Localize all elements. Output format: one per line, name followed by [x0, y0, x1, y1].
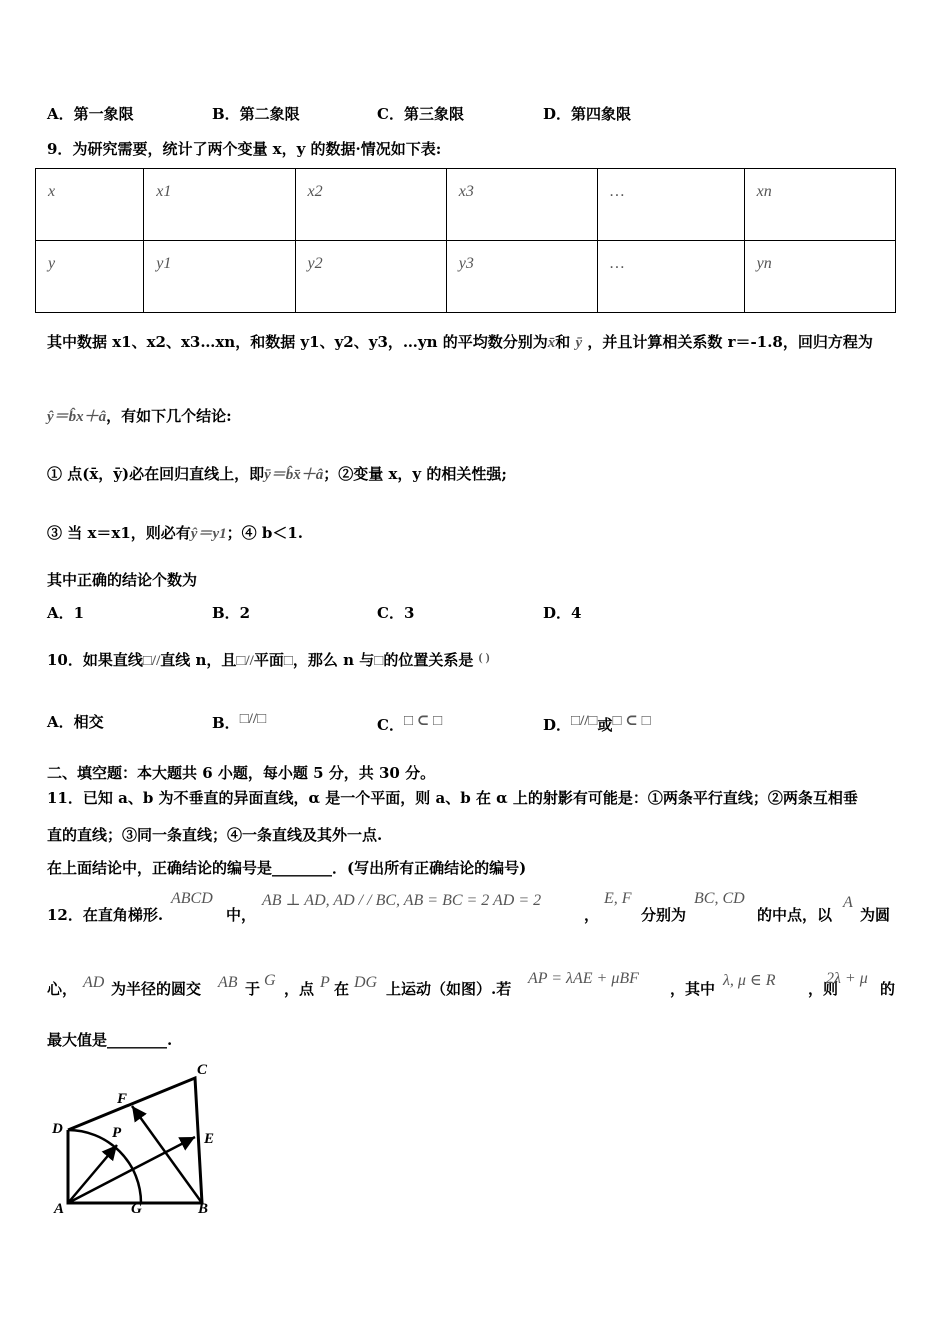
q8-option-a: A．第一象限 [47, 105, 134, 123]
q8-option-d: D．第四象限 [543, 105, 632, 123]
q12-t6: 上运动（如图）.若 [386, 980, 512, 998]
q12-s5: 的中点，以 [757, 906, 833, 924]
q11-line1: 11．已知 a、b 为不垂直的异面直线，α 是一个平面，则 a、b 在 α 上的射影有可能是：①两条平行直线；②两条互相垂 [47, 789, 858, 807]
q12-s1: 12．在直角梯形. [47, 906, 164, 924]
q12-s4: 分别为 [641, 906, 687, 924]
q9-line2: ŷ＝b̂x＋â，有如下几个结论: [47, 407, 232, 425]
q12-t4: ，点 [284, 980, 315, 998]
vector-ae [68, 1137, 195, 1203]
q12-t2: 为半径的圆交 [111, 980, 202, 998]
trapezoid-figure [40, 1055, 230, 1225]
q12-m10: DG [354, 974, 378, 991]
q10-option-a: A．相交 [47, 713, 104, 731]
table-row [36, 169, 896, 241]
q10-option-d: D．□//□或□ ⊂ □ [543, 713, 651, 734]
label-p: P [112, 1125, 122, 1141]
q12-t9: 的 [880, 980, 896, 998]
vector-ap [68, 1145, 117, 1203]
table-cell: x3 [458, 183, 474, 200]
table-cell: xn [756, 183, 772, 200]
label-e: E [204, 1131, 215, 1147]
q8-option-b: B．第二象限 [212, 105, 300, 123]
q10-stem: 10．如果直线□//直线 n，且□//平面□，那么 n 与□的位置关系是 ( ) [47, 650, 490, 669]
q12-last: 最大值是________. [47, 1031, 173, 1049]
q9-conclusions-3-4: ③ 当 x＝x1，则必有ŷ＝y1；④ b＜1. [47, 524, 303, 542]
q9-stem: 9．为研究需要，统计了两个变量 x，y 的数据·情况如下表: [47, 140, 442, 158]
q12-t3: 于 [245, 980, 261, 998]
table-cell: x2 [307, 183, 323, 200]
q9-data-table [35, 168, 896, 313]
trapezoid-outline [68, 1078, 202, 1203]
label-g: G [131, 1201, 142, 1217]
section-heading: 二、填空题：本大题共 6 小题，每小题 5 分，共 30 分。 [47, 764, 436, 782]
table-cell: yn [756, 255, 772, 272]
table-cell: y [48, 255, 56, 272]
table-row [36, 241, 896, 313]
q9-line1: 其中数据 x1、x2、x3…xn，和数据 y1、y2、y3，…yn 的平均数分别为x̄和 ȳ ，并且计算相关系数 r＝-1.8，回归方程为 [47, 333, 873, 351]
vector-bf [132, 1106, 202, 1203]
table-cell: … [610, 183, 625, 200]
q12-m13: 2λ + μ [826, 970, 868, 987]
table-cell: x [48, 183, 56, 200]
q11-line3: 在上面结论中，正确结论的编号是________．(写出所有正确结论的编号) [47, 859, 527, 877]
q9-ask: 其中正确的结论个数为 [47, 571, 198, 589]
q12-t5: 在 [334, 980, 350, 998]
q12-m3: E, F [604, 890, 632, 907]
label-f: F [117, 1091, 128, 1107]
q12-m7: AB [218, 974, 238, 991]
label-c: C [197, 1062, 208, 1078]
q12-s3: ， [584, 906, 600, 924]
label-d: D [52, 1121, 63, 1137]
q12-s2: 中， [226, 906, 257, 924]
arc-dg [68, 1130, 141, 1203]
label-b: B [198, 1201, 209, 1217]
q12-m9: P [320, 974, 330, 991]
q12-m8: G [264, 972, 276, 989]
q11-line2: 直的直线；③同一条直线；④一条直线及其外一点. [47, 826, 383, 844]
table-cell: … [610, 255, 625, 272]
q10-option-c: C．□ ⊂ □ [377, 713, 443, 734]
table-cell: y2 [307, 255, 323, 272]
q12-t8: ，则 [808, 980, 839, 998]
table-cell: y1 [156, 255, 172, 272]
q12-m1: ABCD [171, 890, 213, 907]
q12-m6: AD [83, 974, 105, 991]
q12-m5: A [843, 894, 853, 911]
q12-t1: 心， [47, 980, 78, 998]
label-a: A [54, 1201, 65, 1217]
q12-m4: BC, CD [694, 890, 745, 907]
q12-s6: 为圆 [860, 906, 891, 924]
q12-t7: ，其中 [670, 980, 716, 998]
q9-option-a: A．1 [47, 604, 85, 622]
q12-m11: AP = λAE + μBF [528, 970, 639, 987]
q10-option-b: B．□//□ [212, 711, 267, 732]
q9-conclusions-1-2: ① 点(x̄，ȳ)必在回归直线上，即ȳ＝b̂x̄＋â；②变量 x，y 的相关性强; [47, 465, 507, 483]
q9-option-d: D．4 [543, 604, 582, 622]
q9-option-b: B．2 [212, 604, 251, 622]
table-cell: y3 [458, 255, 474, 272]
table-cell: x1 [156, 183, 172, 200]
q12-m12: λ, μ ∈ R [723, 972, 776, 989]
q12-m2: AB ⊥ AD, AD / / BC, AB = BC = 2 AD = 2 [262, 892, 542, 909]
q8-option-c: C．第三象限 [377, 105, 464, 123]
q9-option-c: C．3 [377, 604, 415, 622]
